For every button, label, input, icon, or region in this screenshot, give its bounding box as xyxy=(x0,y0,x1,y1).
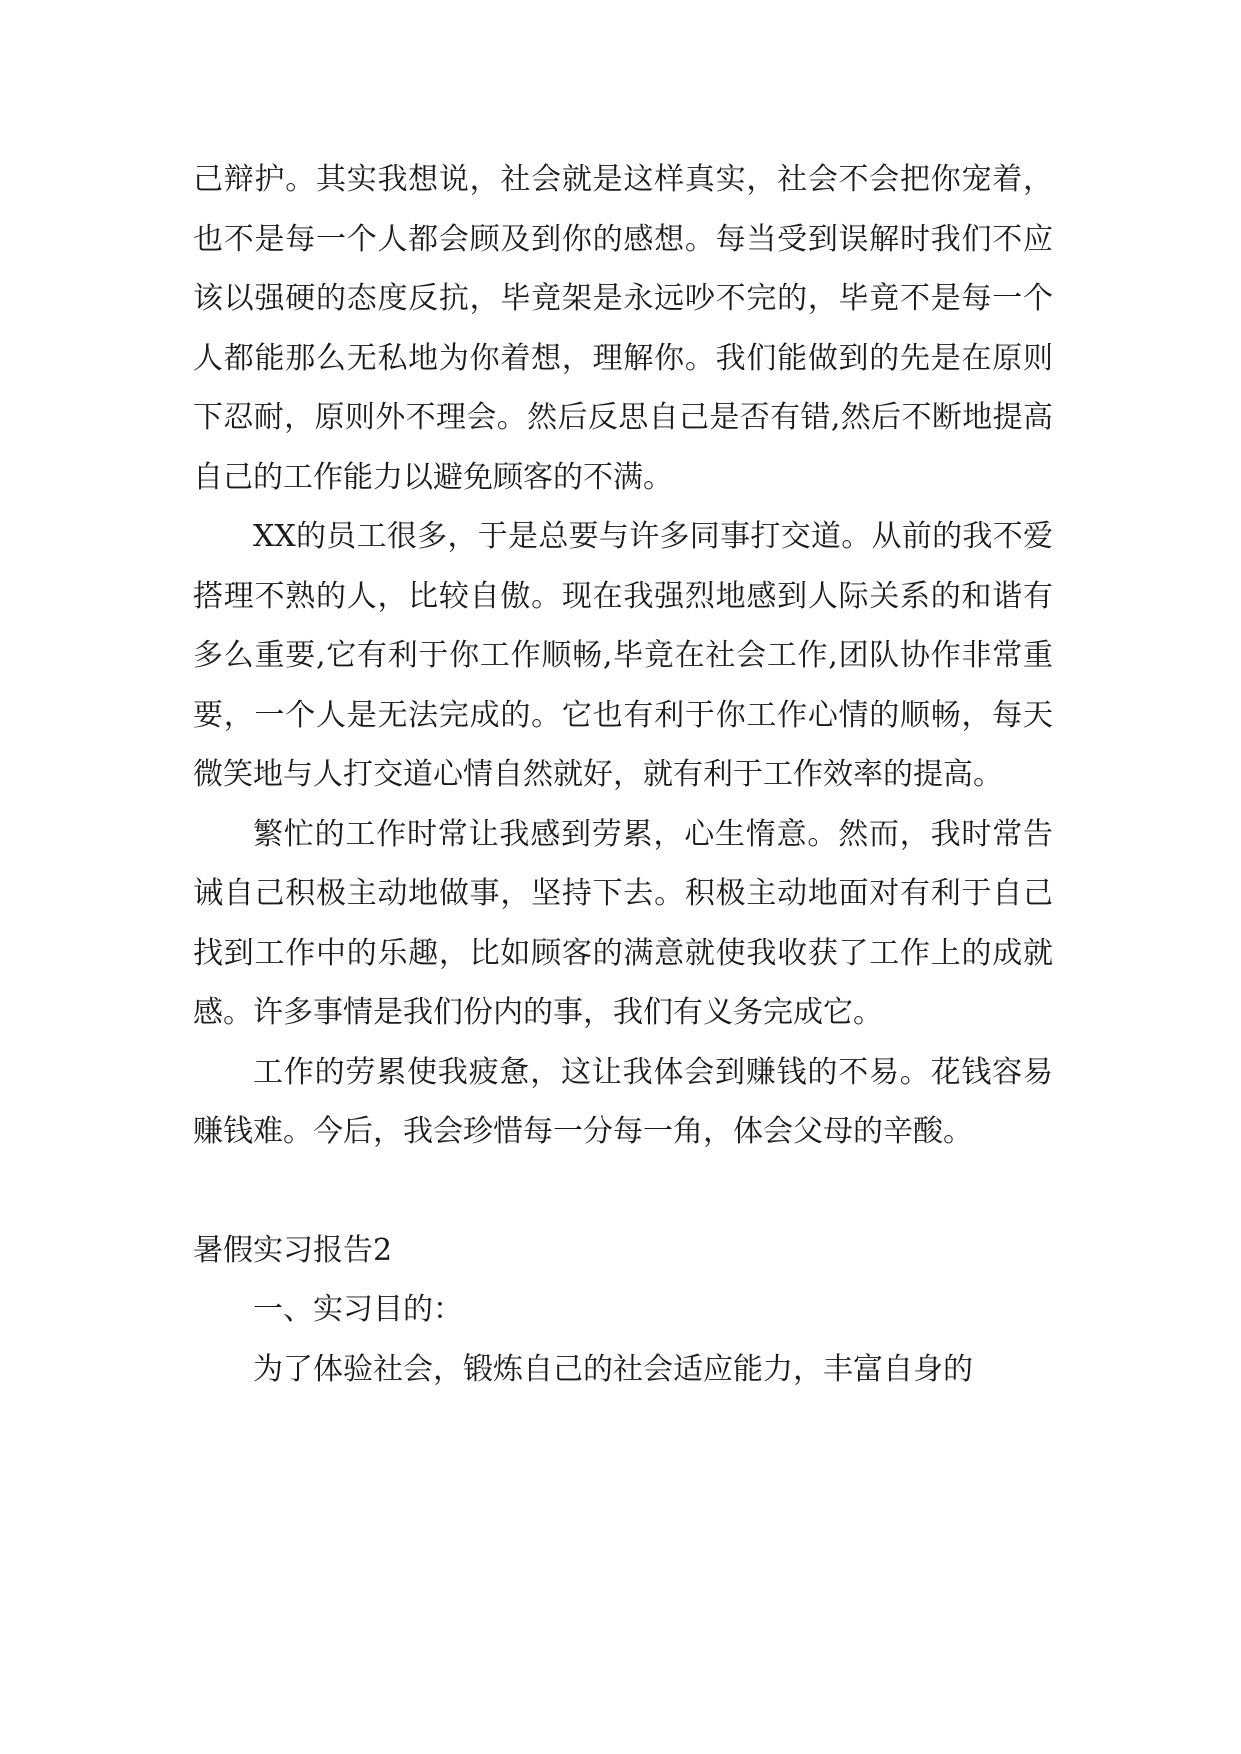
section-title: 暑假实习报告2 xyxy=(193,1232,393,1268)
paragraph-4: 工作的劳累使我疲惫，这让我体会到赚钱的不易。花钱容易赚钱难。今后，我会珍惜每一分每一角，体会父母的辛酸。 xyxy=(193,1054,1053,1149)
document-body xyxy=(193,150,1053,1399)
paragraph-5: 一、实习目的： xyxy=(253,1292,463,1327)
paragraph-2: XX的员工很多，于是总要与许多同事打交道。从前的我不爱搭理不熟的人，比较自傲。现在我强烈地感到人际关系的和谐有多么重要,它有利于你工作顺畅,毕竟在社会工作,团队协作非常重要，一个人是无法完成的。它也有利于你工作心情的顺畅，每天微笑地与人打交道心情自然就好，就有利于工作效率的提高。 xyxy=(193,519,1053,792)
paragraph-3: 繁忙的工作时常让我感到劳累，心生惰意。然而，我时常告诫自己积极主动地做事，坚持下去。积极主动地面对有利于自己找到工作中的乐趣，比如顾客的满意就使我收获了工作上的成就感。许多事情是我们份内的事，我们有义务完成它。 xyxy=(193,816,1053,1030)
paragraph-1: 己辩护。其实我想说，社会就是这样真实，社会不会把你宠着，也不是每一个人都会顾及到你的感想。每当受到误解时我们不应该以强硬的态度反抗，毕竟架是永远吵不完的，毕竟不是每一个人都能那么无私地为你着想，理解你。我们能做到的先是在原则下忍耐，原则外不理会。然后反思自己是否有错,然后不断地提高自己的工作能力以避免顾客的不满。 xyxy=(193,162,1053,495)
paragraph-6: 为了体验社会，锻炼自己的社会适应能力，丰富自身的 xyxy=(253,1351,973,1387)
